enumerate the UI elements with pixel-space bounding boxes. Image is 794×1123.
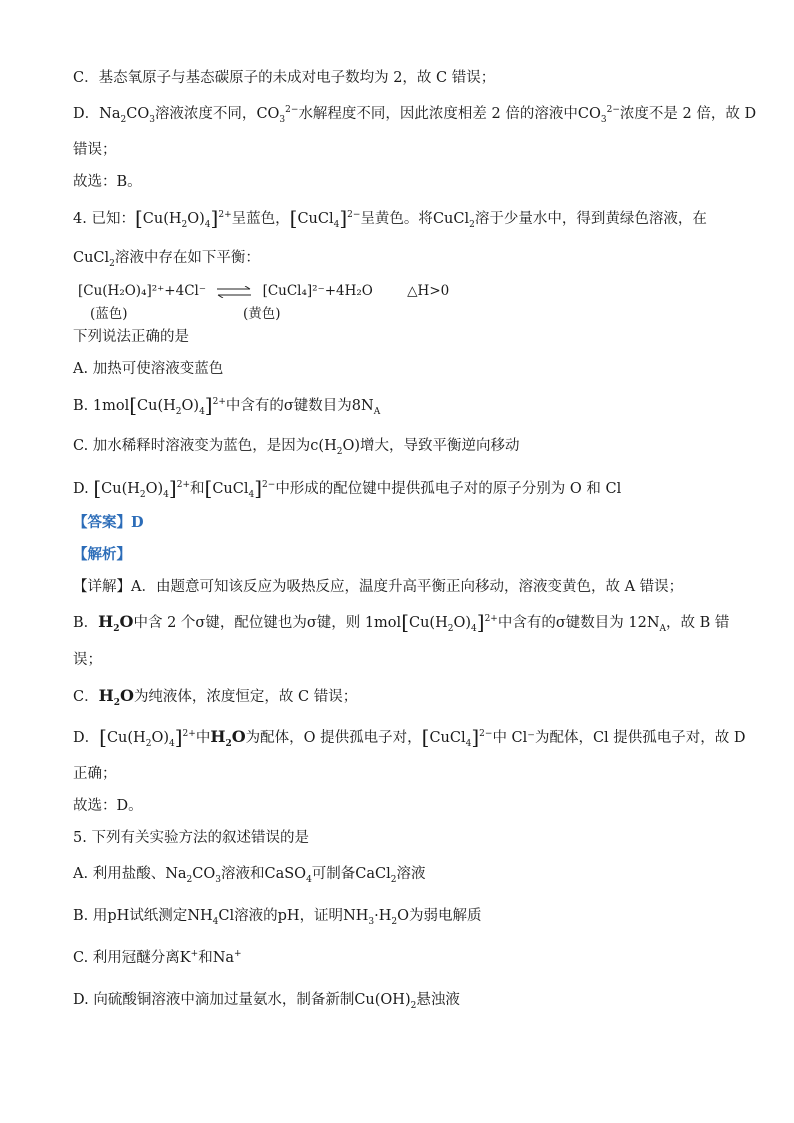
text-line: 故选：D。 [73,798,143,814]
text-line: 【详解】A．由题意可知该反应为吸热反应，温度升高平衡正向移动，溶液变黄色，故 A 错误； [73,579,684,595]
eq-yellow-label: (黄色) [243,306,281,322]
text-line: CuCl$_2$溶液中存在如下平衡： [73,250,260,269]
option-b: B. 用pH试纸测定$NH_4Cl$溶液的pH，证明$NH_3\cdot H_2O$为弱电解质 [73,908,482,927]
option-d: D. 向硫酸铜溶液中滴加过量氨水，制备新制$Cu(OH)_2$悬浊液 [73,992,460,1011]
answer-label: 【答案】D [73,514,144,531]
option-b: B. $1mol[Cu(H_2O)_4]^{2+}$中含有的σ键数目为$8N_A$ [73,393,381,417]
text-line: C．$H_2O$为纯液体，浓度恒定，故 C 错误； [73,686,358,709]
eq-blue-label: (蓝色) [90,306,128,322]
option-a: A. 加热可使溶液变蓝色 [73,361,224,377]
text-line: B．$H_2O$中含 2 个σ键，配位键也为σ键，则 $1mol[Cu(H_2O)_4]^{2+}$中含有的σ键数目为 $12N_A$，故 B 错 [73,610,730,635]
text-line: D．$Na_2CO_3$溶液浓度不同，$CO_3^{2-}$水解程度不同，因此浓度相差 2 倍的溶液中$CO_3^{2-}$浓度不是 2 倍，故 D [73,105,757,125]
option-d: D. $[Cu(H_2O)_4]^{2+}$和[CuCl$_4$]$^{2-}$中形成的配位键中提供孤电子对的原子分别为 O 和 Cl [73,476,622,500]
text-line: D．$[Cu(H_2O)_4]^{2+}$中$H_2O$为配体，O 提供孤电子对，[CuCl$_4$]$^{2-}$中 Cl⁻为配体，Cl 提供孤电子对，故 D [73,725,746,750]
text-line: 正确； [73,766,117,782]
text-line: 故选：B。 [73,174,142,190]
equilibrium-arrow-icon [216,286,252,298]
option-c: C. 利用冠醚分离K+和Na+ [73,949,242,966]
option-a: A. 利用盐酸、$Na_2CO_3$溶液和CaSO$_4$可制备CaCl$_2$溶液 [73,866,426,885]
text-line: C．基态氧原子与基态碳原子的未成对电子数均为 2，故 C 错误； [73,70,496,86]
option-c: C. 加水稀释时溶液变为蓝色，是因为$c(H_2O)$增大，导致平衡逆向移动 [73,438,520,457]
equilibrium-equation: [Cu(H₂O)₄]²⁺+4Cl⁻ [CuCl₄]²⁻+4H₂O △H>0 [78,283,450,299]
text-line: 误； [73,652,102,668]
text-line: 下列说法正确的是 [73,329,189,345]
text-line: 错误； [73,142,117,158]
analysis-label: 【解析】 [73,546,131,563]
question-stem: 4. 已知：$[Cu(H_2O)_4]^{2+}$呈蓝色，[CuCl$_4$]$^{2-}$呈黄色。将CuCl$_2$溶于少量水中，得到黄绿色溶液，在 [73,206,707,230]
question-stem: 5. 下列有关实验方法的叙述错误的是 [73,830,309,846]
